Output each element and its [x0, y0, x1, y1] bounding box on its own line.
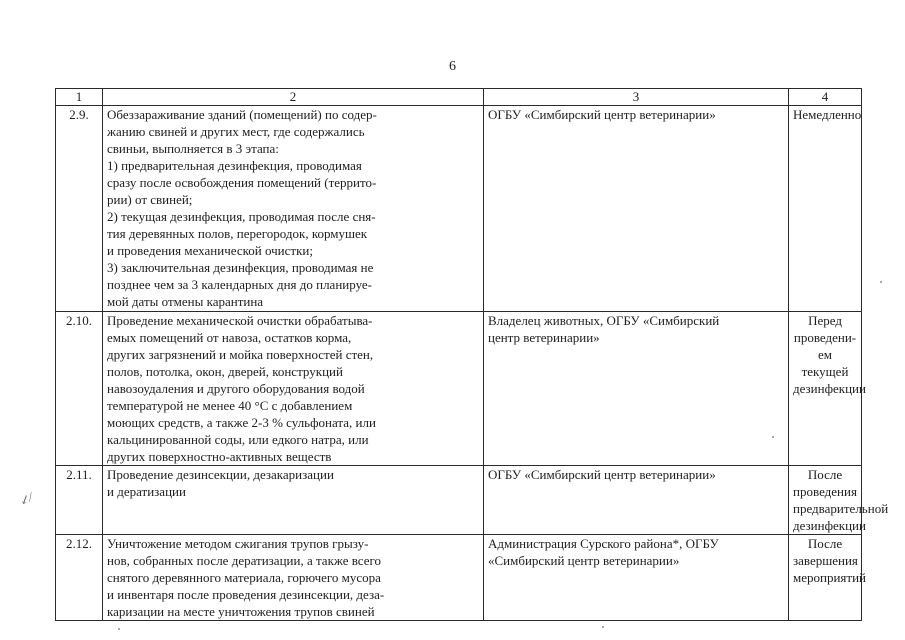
measure-description-cell	[103, 106, 484, 312]
responsible-party-cell	[484, 466, 789, 535]
deadline-line: Перед проведени-	[793, 313, 857, 345]
page-number: 6	[449, 59, 456, 74]
responsible-party-line: Владелец животных, ОГБУ «Симбирский	[488, 313, 720, 328]
column-header: 3	[484, 89, 789, 106]
row-number-cell: 2.9.	[56, 106, 103, 312]
deadline-line: предварительной	[793, 501, 889, 516]
measure-description-line: и дератизации	[107, 484, 186, 499]
measure-description-line: навозоудаления и другого оборудования водой	[107, 381, 365, 396]
deadline-line: завершения	[793, 553, 858, 568]
measure-description-line: тия деревянных полов, перегородок, кормушек	[107, 226, 368, 241]
measure-description-line: емых помещений от навоза, остатков корма,	[107, 330, 352, 345]
measure-description-line: рии) от свиней;	[107, 192, 193, 207]
measure-description-line: Уничтожение методом сжигания трупов грызу-	[107, 536, 369, 551]
measure-description-line: других поверхностно-активных веществ	[107, 449, 332, 464]
responsible-party-line: ОГБУ «Симбирский центр ветеринарии»	[488, 467, 716, 482]
column-header: 4	[789, 89, 862, 106]
row-number-cell: 2.10.	[56, 312, 103, 466]
responsible-party-line: центр ветеринарии»	[488, 330, 600, 345]
measure-description-line: и инвентаря после проведения дезинсекции, деза-	[107, 587, 385, 602]
table-row	[56, 535, 862, 621]
deadline-cell	[789, 535, 866, 621]
responsible-party-cell	[484, 535, 789, 621]
measure-description-line: 1) предварительная дезинфекция, проводимая	[107, 158, 362, 173]
measure-description-line: других загрязнений и мойка поверхностей стен,	[107, 347, 374, 362]
scan-speck	[772, 436, 774, 438]
measure-description-line: моющих средств, а также 2-3 % сульфоната, или	[107, 415, 376, 430]
measure-description-cell	[103, 535, 484, 621]
handwritten-mark: ↙⁄	[17, 490, 35, 508]
table-row	[56, 466, 862, 535]
measures-table	[55, 88, 889, 621]
responsible-party-cell	[484, 106, 789, 312]
deadline-line: мероприятий	[793, 570, 866, 585]
measure-description-line: 2) текущая дезинфекция, проводимая после сня-	[107, 209, 376, 224]
deadline-line: ем текущей	[801, 347, 849, 379]
responsible-party-line: ОГБУ «Симбирский центр ветеринарии»	[488, 107, 716, 122]
column-header: 2	[103, 89, 484, 106]
deadline-cell	[789, 466, 889, 535]
table-row	[56, 106, 862, 312]
deadline-line: После	[807, 536, 843, 551]
scan-speck	[880, 281, 882, 283]
measure-description-line: Проведение дезинсекции, дезакаризации	[107, 467, 334, 482]
measure-description-line: снятого деревянного материала, горючего мусора	[107, 570, 381, 585]
scan-speck	[602, 626, 604, 628]
table-header-row	[56, 89, 862, 106]
measure-description-line: жанию свиней и других мест, где содержались	[107, 124, 365, 139]
measure-description-line: мой даты отмены карантина	[107, 294, 264, 309]
measure-description-line: каризации на месте уничтожения трупов свиней	[107, 604, 375, 619]
responsible-party-cell	[484, 312, 789, 466]
responsible-party-line: Администрация Сурского района*, ОГБУ	[488, 536, 719, 551]
deadline-cell	[789, 106, 862, 312]
measure-description-line: 3) заключительная дезинфекция, проводимая не	[107, 260, 374, 275]
measure-description-line: нов, собранных после дератизации, а также всего	[107, 553, 381, 568]
measure-description-cell	[103, 466, 484, 535]
measure-description-line: температурой не менее 40 °С с добавлением	[107, 398, 353, 413]
row-number-cell: 2.11.	[56, 466, 103, 535]
deadline-cell	[789, 312, 866, 466]
measure-description-line: сразу после освобождения помещений (террито-	[107, 175, 377, 190]
measure-description-line: полов, потолка, окон, дверей, конструкций	[107, 364, 343, 379]
responsible-party-line: «Симбирский центр ветеринарии»	[488, 553, 680, 568]
table-body	[56, 106, 889, 621]
measure-description-line: Обеззараживание зданий (помещений) по содер-	[107, 107, 377, 122]
measure-description-line: свиньи, выполняется в 3 этапа:	[107, 141, 279, 156]
measure-description-line: Проведение механической очистки обрабатыва-	[107, 313, 373, 328]
scan-speck	[118, 628, 120, 630]
deadline-line: дезинфекции	[793, 381, 866, 396]
deadline-line: Немедленно	[793, 107, 862, 122]
measure-description-line: позднее чем за 3 календарных дня до планируе-	[107, 277, 373, 292]
deadline-line: После проведения	[793, 467, 857, 499]
measure-description-line: кальцинированной соды, или едкого натра, или	[107, 432, 369, 447]
column-header: 1	[56, 89, 103, 106]
measure-description-cell	[103, 312, 484, 466]
deadline-line: дезинфекции	[793, 518, 866, 533]
row-number-cell: 2.12.	[56, 535, 103, 621]
measure-description-line: и проведения механической очистки;	[107, 243, 313, 258]
table-row	[56, 312, 862, 466]
